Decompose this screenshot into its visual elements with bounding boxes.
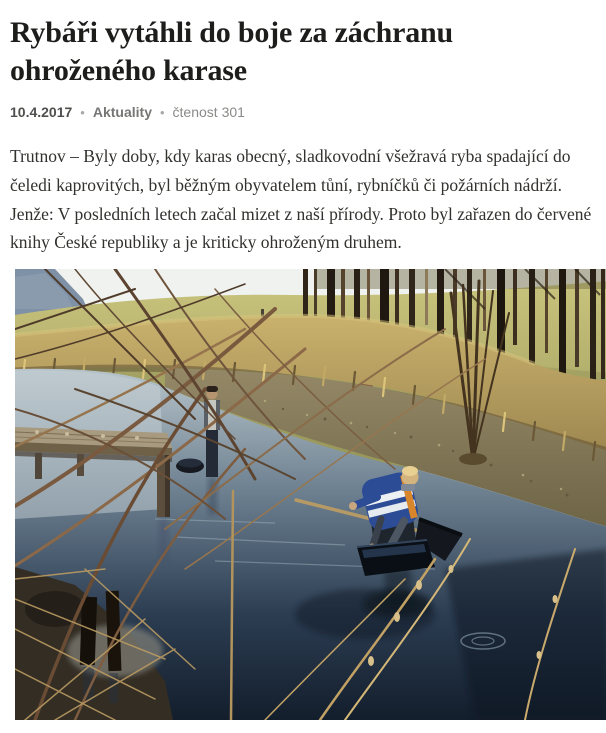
article-meta — [10, 104, 596, 120]
drained-pond-fishermen-photo — [15, 269, 606, 720]
article-lead-paragraph: Trutnov – Byly doby, kdy karas obecný, sladkovodní všežravá ryba spadající do čeledi kaprovitých, byl běžným obyvatelem tůní, rybníčků či požárních nádrží. Jenže: V posledních letech začal mizet z naší přírody. Proto byl zařazen do červené knihy České republiky a je kriticky ohroženým druhem. — [10, 146, 592, 253]
article-date: 10.4.2017 — [10, 104, 73, 121]
page-title: Rybáři vytáhli do boje za záchranu ohroženého karase — [10, 16, 453, 88]
meta-separator-icon: • — [80, 104, 85, 120]
category-link[interactable]: Aktuality — [92, 104, 152, 121]
meta-separator-icon: • — [159, 104, 165, 120]
article-photo — [15, 269, 606, 720]
read-count: čtenost 301 — [172, 104, 245, 121]
article — [0, 14, 606, 720]
